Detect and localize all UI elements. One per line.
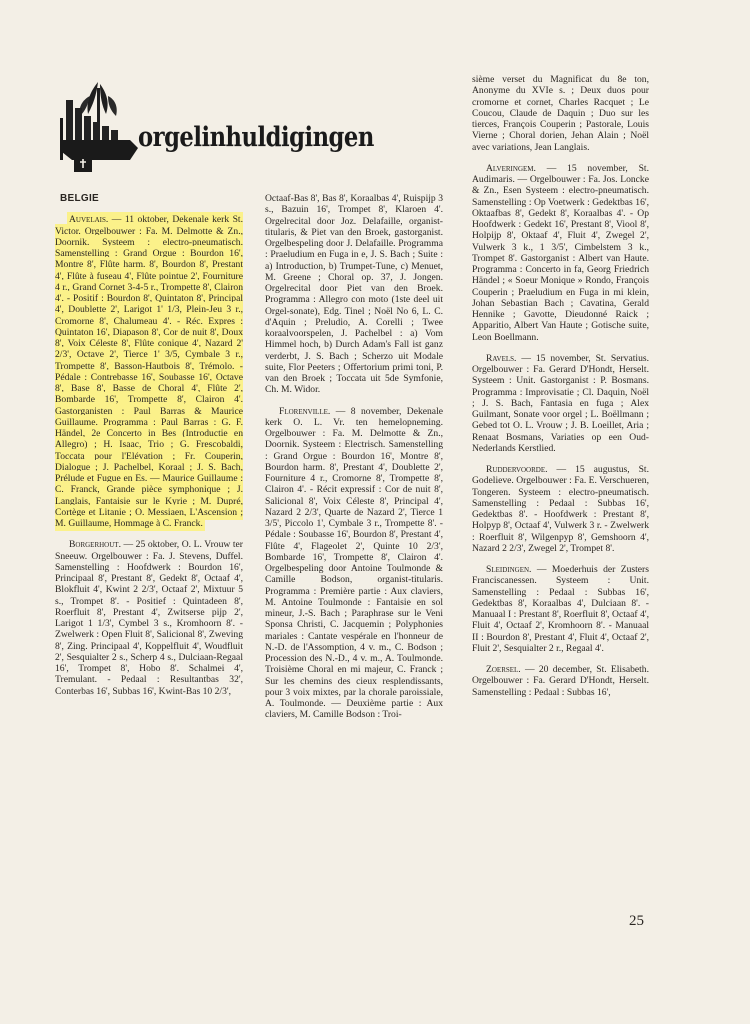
entry-alveringem bbox=[472, 163, 649, 343]
entry-text: — 20 december, St. Elisabeth. Orgelbouwer : Fa. Gerard D'Hondt, Herselt. Samenstelling : Pedaal : Subbas 16', bbox=[472, 664, 649, 698]
place-name: Alveringem. bbox=[486, 162, 536, 174]
column-2 bbox=[265, 193, 443, 731]
entry-text: — 8 november, Dekenale kerk O. L. Vr. ten hemelopneming. Orgelbouwer : Fa. M. Delmotte & Zn., Doornik. Systeem : Electrisch. Samenstelling : Grand Orgue : Bourdon 16', Montre 8', Bourdon harm. 8', Prestant 4', Doublette 2', Fourniture 4 r., Cromorne 8', Trompette 8', Clairon 4'. - Récit expressif : Cor de nuit 8', Salicional 8', Voix Céleste 8', Principal 4', Nazard 2 2/3', Quarte de Nazard 2', Tierce 1 3/5', Piccolo 1', Cymbale 3 r., Trompette 8'. - Pédale : Soubasse 16', Bourdon 8', Prestant 4', Flûte 4', Flageolet 2', Quinte 10 2/3', Bombarde 16', Trompette 8', Clairon 4'. Orgelbespeling door Antoine Toulmonde & Camille Bodson, organist-titularis. Programma : Première partie : Aux claviers, M. Antoine Toulmonde : Fantaisie en sol mineur, J.-S. Bach ; Paraphrase sur le Veni Sponsa Christi, C. Jacquemin ; Polyphonies mariales : Cantate vespérale en l'honneur de N.-D. de l'Assomption, 4 v. m., C. Bodson ; Procession des N.-D., 4 v. m., A. Toulmonde. Troisième Choral en mi majeur, C. Franck ; Sur les chemins des cieux resplendissants, pour 3 voix mixtes, par la chorale paroissiale, A. Toulmonde. — Deuxième partie : Aux claviers, M. Camille Bodson : Troi- bbox=[265, 405, 443, 721]
highlighted-text bbox=[55, 212, 243, 531]
place-name: Ravels. bbox=[486, 352, 517, 364]
entry-text: Octaaf-Bas 8', Bas 8', Koraalbas 4', Ruispijp 3 s., Bazuin 16', Trompet 8', Klaroen 4'. Orgelrecital door Joz. Delafaille, organist-titularis, & Piet van den Broek, gastorganist. Orgelbespeling door J. Delafaille. Programma : Praeludium en Fuga in e, J. S. Bach ; Suite : a) Introduction, b) Trumpet-Tune, c) Menuet, M. Greene ; Choral op. 37, J. Jongen. Orgelrecital door Piet van den Broek. Programma : Allegro con moto (1ste deel uit Orgel-sonate), Edg. Tinel ; Noël No 6, L. C. d'Aquin ; Preludio, A. Corelli ; Twee koraalvoorspelen, J. Pachelbel : a) Vom Himmel hoch, b) Durch Adam's Fall ist ganz verderbt, J. S. Bach ; Scherzo uit Modale suite, Flor Peeters ; Offertorium primi toni, P. van den Broek ; Toccata uit 5de Symfonie, Ch. M. Widor. bbox=[265, 193, 443, 396]
entry-ruddervoorde bbox=[472, 464, 649, 554]
entry-text: — 25 oktober, O. L. Vrouw ter Sneeuw. Orgelbouwer : Fa. J. Stevens, Duffel. Samenstelling : Hoofdwerk : Bourdon 16', Principaal 8', Prestant 8', Gedekt 8', Octaaf 4', Blokfluit 4', Kwint 2 2/3', Octaaf 2', Mixtuur 5 s., Trompet 8'. - Positief : Quintadeen 8', Roerfluit 8', Prestant 4', Zwitserse pijp 2', Larigot 1 1/3', Cymbel 3 s., Kromhoorn 8'. - Zwelwerk : Open Fluit 8', Salicional 8', Zweving 8', Zing. Principaal 4', Koppelfluit 4', Woudfluit 2', Sesquialter 2 s., Scherp 4 s., Dulciaan-Regaal 16', Trompet 8', Hobo 8'. Schalmei 4', Tremulant. - Pedaal : Resultantbas 32', Conterbas 16', Subbas 16', Kwint-Bas 10 2/3', bbox=[55, 539, 243, 697]
place-name: Sleidingen. bbox=[486, 564, 532, 575]
entry-text: sième verset du Magnificat du 8e ton, Anonyme du XVIe s. ; Deux duos pour cromorne et cornet, Charles Racquet ; Le Coucou, Claude de Daquin ; Duo sur les tierces, François Couperin ; Pastorale, Louis Vierne ; Choral dorien, Jehan Alain ; Noël avec variations, Jean Langlais. bbox=[472, 74, 649, 153]
entry-text: — 15 november, St. Servatius. Orgelbouwer : Fa. Gerard D'Hondt, Herselt. Systeem : Unit. Gastorganist : P. Bosmans. Programma : Improvisatie ; Cl. Daquin, Noël ; J. S. Bach, Fantasia en fuga ; Alex Guilmant, Sonate voor orgel ; L. Boëllmann ; Gebed tot O. L. Vrouw ; J. B. Loeillet, Aria ; Renaat Bosmans, Variaties op een Oud-Nederlands Kerstlied. bbox=[472, 352, 649, 454]
entry-continuation bbox=[265, 193, 443, 396]
place-name: Florenville. bbox=[279, 405, 331, 417]
place-name: Auvelais. bbox=[69, 214, 109, 226]
entry-text: — 11 oktober, Dekenale kerk St. Victor. Orgelbouwer : Fa. M. Delmotte & Zn., Doornik. Systeem : electro-pneumatisch. Samenstelling : Grand Orgue : Bourdon 16', Montre 8', Flûte harm. 8', Bourdon 8', Prestant 4', Flûte à fuseau 4', Flûte pointue 2', Fourniture 4 r., Grand Cornet 3-4-5 r., Trompette 8', Clairon 4'. - Positif : Bourdon 8', Quintaton 8', Principal 4', Doublette 2', Larigot 1' 1/3, Plein-Jeu 3 r., Cromorne 8', Chalumeau 4'. - Réc. Expres : Quintaton 16', Diapason 8', Cor de nuit 8', Doux 8', Voix Céleste 8', Flûte conique 4', Nazard 2' 2/3', Octave 2', Tierce 1' 3/5, Cymbale 3 r., Trompette 8', Basson-Hautbois 8', Trémolo. - Pédale : Contrebasse 16', Soubasse 16', Octave 8', Base 8', Basse de Choral 4', Flûte 2', Bombarde 16', Trompette 8', Clairon 4'. Gastorganisten : Paul Barras & Maurice Guillaume. Programma : Paul Barras : G. F. Händel, 2e Concerto in Bes (Introductie en Allegro) ; H. Isaac, Trio ; G. Frescobaldi, Toccata pour l'Elévation ; Fr. Couperin, Dialogue ; J. Pachelbel, Koraal ; J. S. Bach, Prélude et Fugue en Es. — Maurice Guillaume : C. Franck, Grande pièce symphonique ; J. Langlais, Fantaisie sur le Kyrie ; M. Dupré, Cortège et Litanie ; O. Messiaen, L'Ascension ; M. Guillaume, Hommage à C. Franck. bbox=[55, 214, 243, 529]
page-number: 25 bbox=[629, 913, 644, 929]
place-name: Zoersel. bbox=[486, 664, 521, 675]
entry-ravels bbox=[472, 353, 649, 454]
entry-zoersel bbox=[472, 664, 649, 698]
masthead bbox=[60, 78, 455, 174]
section-heading: BELGIE bbox=[60, 193, 100, 204]
masthead-title: orgelinhuldigingen bbox=[138, 122, 374, 153]
entry-borgerhout bbox=[55, 539, 243, 697]
place-name: Borgerhout. bbox=[69, 539, 121, 551]
entry-sleidingen bbox=[472, 564, 649, 654]
entry-text: — 15 augustus, St. Godelieve. Orgelbouwer : Fa. E. Verschueren, Tongeren. Systeem : electro-pneumatisch. Samenstelling : Pedaal : Subbas 16', Gedektbas 8'. - Hoofdwerk : Prestant 8', Holpyp 8', Octaaf 4', Vulwerk 3 r. - Zwelwerk : Roerfluit 8', Wilgenpyp 8', Gemshoorn 4', Nazard 2 2/3', Zwegel 2', Trompet 8'. bbox=[472, 464, 649, 554]
place-name: Ruddervoorde. bbox=[486, 464, 548, 475]
entry-text: — Moederhuis der Zusters Franciscanessen. Systeem : Unit. Samenstelling : Pedaal : Subbas 16', Gedektbas 8', Koraalbas 4', Dulciaan 8'. - Manuaal I : Prestant 8', Roerfluit 8', Octaaf 4', Fluit 4', Octaaf 2', Kromhoorn 8'. - Manuaal II : Bourdon 8', Prestant 4', Fluit 4', Octaaf 2', Fluit 2', Sesquialter 2 r., Regaal 4'. bbox=[472, 564, 649, 654]
entry-florenville bbox=[265, 406, 443, 721]
entry-continuation bbox=[472, 74, 649, 153]
organ-pipes-hand-icon bbox=[60, 78, 140, 174]
column-3 bbox=[472, 74, 649, 708]
entry-text: — 15 november, St. Audimaris. — Orgelbouwer : Fa. Jos. Loncke & Zn., Esen Systeem : electro-pneumatisch. Samenstelling : Op Voetwerk : Gedektbas 16', Oktaafbas 8', Gedekt 8', Koraalbas 4'. - Op Hoofdwerk : Gedekt 16', Prestant 8', Viool 8', Holpijp 8', Oktaaf 4', Fluit 4', Zwegel 2', Vulwerk 3 k., 1 3/5', Cimbelstem 3 k., Trompet 8'. Gastorganist : Albert van Haute. Programma : Concerto in fa, Georg Friedrich Händel ; « Soeur Monique » Rondo, François Couperin ; Praeludium en Fuga in mi klein, Johan Sebastian Bach ; Cavatina, Gerald Hennike ; Gavotte, Dieudonné Raick ; Apparitio, Albert Van Haute ; Gotische suite, Leon Boellmann. bbox=[472, 162, 649, 343]
column-1 bbox=[55, 193, 243, 707]
entry-auvelais bbox=[55, 214, 243, 529]
